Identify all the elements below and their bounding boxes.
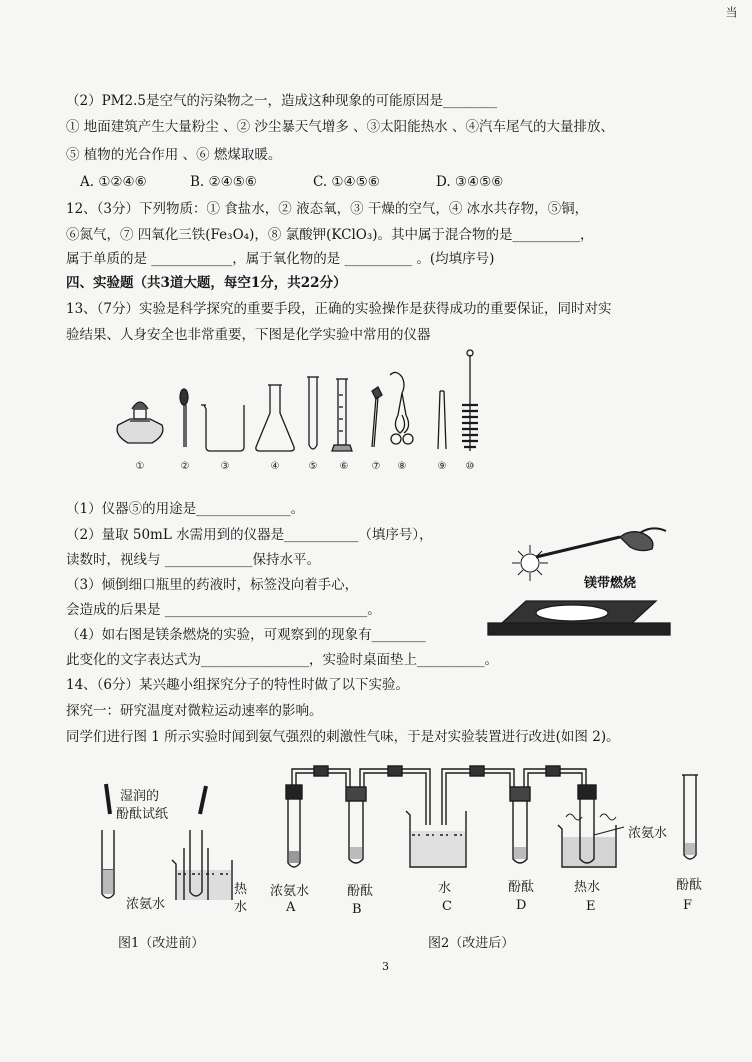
q14-line2: 探究一：研究温度对微粒运动速率的影响。 xyxy=(66,703,323,719)
q13-sub4b: 此变化的文字表达式为________________，实验时桌面垫上__________。 xyxy=(66,652,498,668)
q14-line3: 同学们进行图 1 所示实验时闻到氨气强烈的刺激性气味，于是对实验装置进行改进(如图 2)。 xyxy=(66,729,620,745)
spatula-icon xyxy=(372,387,382,447)
tweezers-icon xyxy=(438,391,446,449)
fig2-e-side-label: 浓氨水 xyxy=(628,826,668,841)
fig1-hot-label-2: 水 xyxy=(234,900,248,915)
beaker-icon xyxy=(201,405,244,451)
instruments-figure xyxy=(100,335,500,485)
q11-2-choice-c: C. ①④⑤⑥ xyxy=(313,174,380,190)
fig2-letter-f: F xyxy=(683,898,693,913)
fig2-label-d: 酚酞 xyxy=(508,880,535,895)
fig2-caption: 图2（改进后） xyxy=(428,936,515,951)
fig2-letter-b: B xyxy=(352,902,362,917)
instrument-label-10: ⑩ xyxy=(465,461,475,472)
fig1-nh3-label: 浓氨水 xyxy=(126,897,166,912)
q11-2-choice-a: A. ①②④⑥ xyxy=(80,174,147,190)
q11-2-options-line2: ⑤ 植物的光合作用 、⑥ 燃煤取暖。 xyxy=(66,147,282,163)
alcohol-lamp-icon xyxy=(117,402,163,443)
fig1-paper-label-2: 酚酞试纸 xyxy=(116,807,169,822)
q13-sub3a: （3）倾倒细口瓶里的药液时，标签没向着手心， xyxy=(66,577,359,593)
fig2-letter-e: E xyxy=(586,899,596,914)
q13-line2: 验结果、人身安全也非常重要，下图是化学实验中常用的仪器 xyxy=(66,327,431,343)
q11-2-choice-d: D. ③④⑤⑥ xyxy=(436,174,504,190)
fig2-label-a: 浓氨水 xyxy=(270,884,310,899)
q11-2-choice-b: B. ②④⑤⑥ xyxy=(190,174,257,190)
q11-2-stem: （2）PM2.5是空气的污染物之一，造成这种现象的可能原因是________ xyxy=(66,93,497,109)
magnesium-burning-figure xyxy=(480,515,680,650)
fig2-label-b: 酚酞 xyxy=(347,884,374,899)
fig2-label-c: 水 xyxy=(438,881,452,896)
corner-mark: 当 xyxy=(724,6,738,18)
fig1-hot-label-1: 热 xyxy=(234,882,248,897)
fig2-label-f: 酚酞 xyxy=(676,878,703,893)
q13-sub1: （1）仪器⑤的用途是______________。 xyxy=(66,501,305,517)
crucible-tongs-icon xyxy=(390,372,413,444)
test-tube-brush-icon xyxy=(462,350,478,451)
q11-2-options-line1: ① 地面建筑产生大量粉尘 、② 沙尘暴天气增多 、③太阳能热水 、④汽车尾气的大量排放、 xyxy=(66,119,614,135)
fig2-letter-c: C xyxy=(442,899,452,914)
fig2-label-e: 热水 xyxy=(574,880,601,895)
instrument-label-4: ④ xyxy=(270,461,280,472)
q12-line1: 12、（3分）下列物质：① 食盐水，② 液态氧，③ 干燥的空气，④ 冰水共存物，⑤铜， xyxy=(66,201,589,217)
q13-sub4a: （4）如右图是镁条燃烧的实验，可观察到的现象有________ xyxy=(66,627,426,643)
instrument-label-9: ⑨ xyxy=(437,461,447,472)
page-number: 3 xyxy=(382,960,389,973)
fig2-letter-a: A xyxy=(286,900,296,915)
instrument-label-2: ② xyxy=(180,461,190,472)
instrument-label-3: ③ xyxy=(220,461,230,472)
figure-2-apparatus xyxy=(270,755,710,885)
fig1-paper-label-1: 湿润的 xyxy=(120,789,160,804)
instrument-label-6: ⑥ xyxy=(339,461,349,472)
q13-sub2a: （2）量取 50mL 水需用到的仪器是___________（填序号）， xyxy=(66,527,433,543)
fig1-caption: 图1（改进前） xyxy=(118,936,205,951)
q12-line2: ⑥氮气，⑦ 四氧化三铁(Fe₃O₄)，⑧ 氯酸钾(KClO₃)。其中属于混合物的是__________， xyxy=(66,227,594,243)
q13-sub2b: 读数时，视线与 _____________保持水平。 xyxy=(66,552,321,568)
q12-line3: 属于单质的是 ____________，属于氧化物的是 __________ 。(均填序号) xyxy=(66,251,495,267)
instrument-label-5: ⑤ xyxy=(308,461,318,472)
instrument-label-8: ⑧ xyxy=(397,461,407,472)
burning-flame-icon xyxy=(512,545,548,581)
test-tube-icon xyxy=(307,377,319,449)
fig2-letter-d: D xyxy=(516,898,527,913)
conical-flask-icon xyxy=(256,385,294,451)
graduated-cylinder-icon xyxy=(332,379,352,451)
instrument-label-1: ① xyxy=(135,461,145,472)
q14-line1: 14、（6分）某兴趣小组探究分子的特性时做了以下实验。 xyxy=(66,677,410,693)
section-4-heading: 四、实验题（共3道大题，每空1分，共22分） xyxy=(66,275,347,291)
q13-sub3b: 会造成的后果是 ______________________________。 xyxy=(66,602,381,618)
mg-burning-label: 镁带燃烧 xyxy=(584,576,637,591)
dropper-icon xyxy=(180,389,188,447)
q13-line1: 13、（7分）实验是科学探究的重要手段，正确的实验操作是获得成功的重要保证，同时对实 xyxy=(66,301,612,317)
instrument-label-7: ⑦ xyxy=(371,461,381,472)
